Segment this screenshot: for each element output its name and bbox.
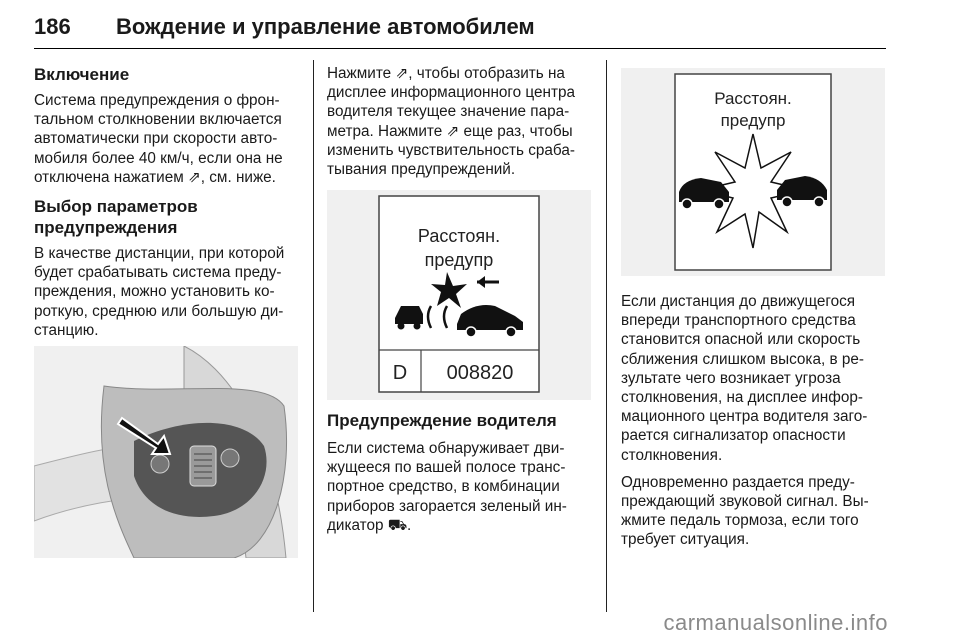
page-title: Вождение и управление автомобилем bbox=[116, 14, 535, 39]
heading-enable: Включение bbox=[34, 65, 130, 84]
column-2 bbox=[327, 64, 597, 179]
display-odometer: 008820 bbox=[446, 362, 514, 384]
paragraph-select-params: В качестве дистанции, при которой будет срабатывать система преду- преждения, можно установить ко- роткую, среднюю или большую ди- станцию. bbox=[34, 245, 285, 339]
page-number: 186 bbox=[34, 14, 71, 39]
paragraph-press-button: Нажмите ⇗, чтобы отобразить на дисплее информационного центра водителя текущее значение пара- метра. Нажмите ⇗ еще раз, чтобы изменить чувствительность сраба- тывания предупреждений. bbox=[327, 65, 575, 179]
column-divider-1 bbox=[313, 60, 314, 612]
watermark: carmanualsonline.info bbox=[663, 610, 888, 635]
paragraph-enable: Система предупреждения о фрон- тальном столкновении включается автоматически при скорости авто- мобиля более 40 км/ч, если она не отключена нажатием ⇗, см. ниже. bbox=[34, 92, 283, 186]
paragraph-audible-signal: Одновременно раздается преду- преждающий звуковой сигнал. Вы- жмите педаль тормоза, если того требует ситуация. bbox=[621, 473, 869, 549]
heading-select-params: Выбор параметров предупреждения bbox=[34, 197, 198, 238]
column-1 bbox=[34, 64, 306, 340]
display-title-2: предупр bbox=[424, 250, 494, 270]
column-2-lower bbox=[327, 410, 597, 535]
page-header bbox=[34, 12, 886, 49]
collision-warning-figure bbox=[621, 68, 885, 276]
distance-display-illustration bbox=[327, 190, 591, 400]
display-title-1: Расстоян. bbox=[417, 226, 501, 246]
column-divider-2 bbox=[606, 60, 607, 612]
distance-display-figure bbox=[327, 190, 591, 400]
display-gear: D bbox=[392, 362, 408, 384]
column-3 bbox=[621, 292, 891, 550]
paragraph-collision-danger: Если дистанция до движущегося впереди транспортного средства становится опасной или скорость сближения слишком высока, в ре- зультате чего возникает угроза столкновения, на дисплее инфор- мационного центра водителя заго- рается сигнализатор опасности столкновения. bbox=[621, 293, 868, 464]
collision-title-2: предупр bbox=[720, 111, 786, 130]
heading-driver-warning: Предупреждение водителя bbox=[327, 411, 557, 430]
paragraph-driver-warning: Если система обнаруживает дви- жущееся по вашей полосе транс- портное средство, в комбинации приборов загорается зеленый ин- дикатор ⛟. bbox=[327, 440, 567, 534]
steering-wheel-illustration bbox=[34, 346, 298, 558]
steering-wheel-figure bbox=[34, 346, 298, 558]
collision-title-1: Расстоян. bbox=[714, 89, 792, 108]
collision-warning-illustration bbox=[621, 68, 885, 276]
